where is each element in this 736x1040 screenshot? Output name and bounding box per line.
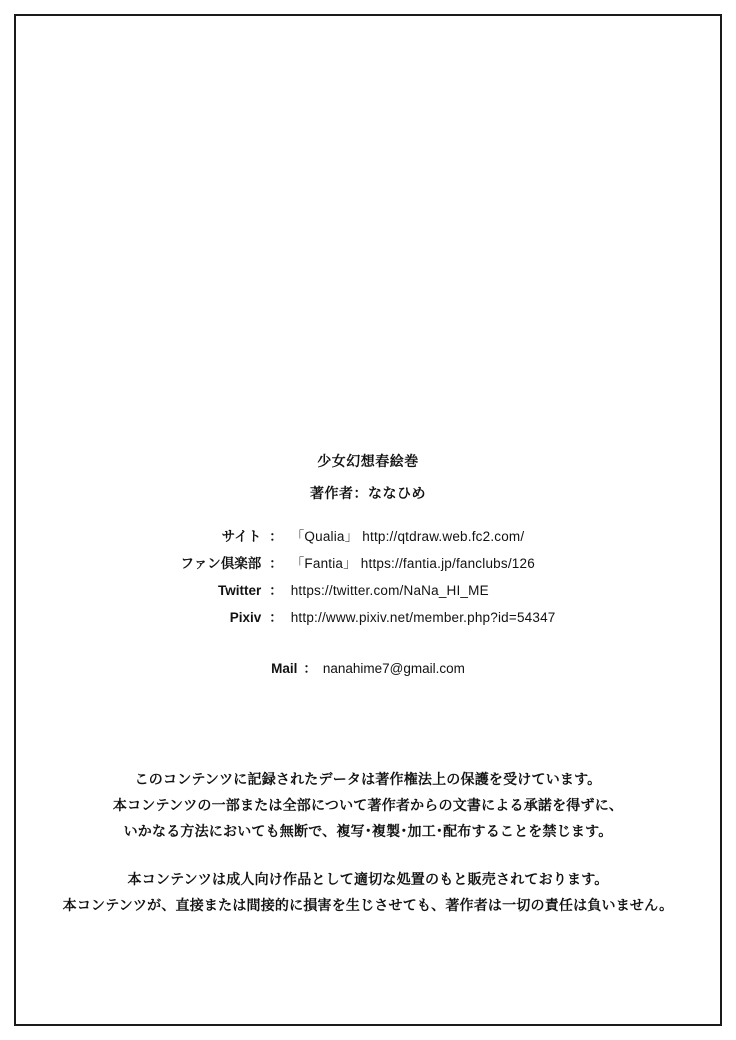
legal-notice xyxy=(14,767,722,918)
mail-separator: ： xyxy=(303,660,317,676)
contact-value-site[interactable]: 「Qualia」 http://qtdraw.web.fc2.com/ xyxy=(290,528,525,544)
page-title: 少女幻想春絵巻 xyxy=(317,453,419,469)
contact-row-twitter xyxy=(180,577,555,604)
contact-row-site xyxy=(180,523,555,550)
author-line xyxy=(310,482,426,504)
copyright-line-2: 本コンテンツの一部または全部について著作者からの文書による承諾を得ずに、 xyxy=(112,796,624,813)
contact-separator-fanclub: ： xyxy=(269,555,283,571)
contact-label-pixiv: Pixiv xyxy=(229,609,262,625)
notice-spacer xyxy=(14,845,722,867)
disclaimer-line-2: 本コンテンツが、直接または間接的に損害を生じさせても、著作者は一切の責任は負いません。 xyxy=(62,896,674,913)
author-name: ななひめ xyxy=(368,485,426,502)
contact-value-fanclub[interactable]: 「Fantia」 https://fantia.jp/fanclubs/126 xyxy=(290,555,535,571)
contact-label-fanclub: ファン倶楽部 xyxy=(180,555,262,571)
disclaimer-line-1: 本コンテンツは成人向け作品として適切な処置のもと販売されております。 xyxy=(127,870,609,887)
contact-label-twitter: Twitter xyxy=(217,582,262,598)
author-separator: ： xyxy=(353,485,368,502)
contact-separator-pixiv: ： xyxy=(269,609,283,625)
contact-label-site: サイト xyxy=(221,528,262,544)
contact-row-pixiv xyxy=(180,604,555,631)
mail-row xyxy=(271,657,465,681)
copyright-line-1: このコンテンツに記録されたデータは著作権法上の保護を受けています。 xyxy=(134,771,602,788)
author-label: 著作者 xyxy=(310,485,354,502)
mail-value[interactable]: nanahime7@gmail.com xyxy=(322,660,465,676)
contact-value-pixiv[interactable]: http://www.pixiv.net/member.php?id=54347 xyxy=(290,609,556,625)
page-content xyxy=(14,14,722,1026)
title-block xyxy=(310,450,426,505)
contact-row-fanclub xyxy=(180,550,555,577)
contact-value-twitter[interactable]: https://twitter.com/NaNa_HI_ME xyxy=(290,582,489,598)
contact-separator-twitter: ： xyxy=(269,582,283,598)
mail-label: Mail xyxy=(271,660,298,676)
contact-list xyxy=(180,523,555,631)
copyright-line-3: いかなる方法においても無断で、複写･複製･加工･配布することを禁じます。 xyxy=(123,822,613,839)
contact-separator-site: ： xyxy=(269,528,283,544)
